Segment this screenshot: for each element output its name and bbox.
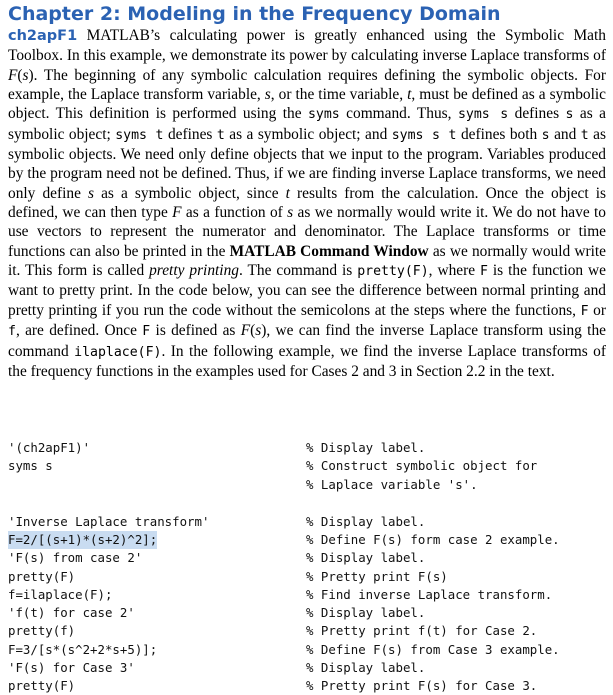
text-run: as a symbolic object, since [93,184,286,202]
text-run: as a symbolic object; and [224,125,392,143]
text-run: defines [508,105,566,123]
italic-math: s [255,322,262,340]
text-run: defines both [456,125,542,143]
text-run: . The command is [238,262,358,280]
code-comment: % Pretty print F(s) [306,568,448,584]
code-line [8,641,606,659]
text-run: or [588,301,606,319]
code-line [8,549,606,567]
code-comment: % Find inverse Laplace transform. [306,586,553,602]
text-run: ). The beginning of any symbolic calculation requires defining the symbolic objects. For example, the Laplace transform variable, [8,66,606,104]
inline-code: syms t [115,127,164,143]
inline-code: F [480,264,488,280]
code-line [8,622,606,640]
italic-math: pretty printing [149,262,239,280]
document-page [8,2,607,693]
body-paragraph [8,26,606,381]
inline-code: syms s [457,107,509,123]
inline-code: t [580,127,589,143]
inline-code: ilaplace(F) [74,344,162,360]
text-run: and [549,125,581,143]
code-comment: % Laplace variable 's'. [306,476,478,492]
code-comment: % Display label. [306,659,426,675]
text-run: as a symbolic object; [8,105,606,143]
text-run: is the function we want to pretty print. In the code below, you can see the difference between normal printing and pretty printing if you run the code without the semicolons at the steps where the functions, [8,262,607,319]
code-comment: % Pretty print F(s) for Case 3. [306,678,538,693]
code-text[interactable]: pretty(F) [8,568,76,584]
inline-code: pretty(F) [357,264,429,280]
code-text[interactable]: syms s [8,458,53,474]
code-text[interactable]: F=3/[s*(s^2+2*s+5)]; [8,641,158,657]
code-text[interactable]: 'F(s) for Case 3' [8,659,135,675]
problem-id: ch2apF1 [8,28,78,44]
italic-math: s [22,66,29,84]
italic-math: F [8,66,18,84]
code-comment: % Display label. [306,440,426,455]
code-text[interactable]: pretty(f) [8,623,76,639]
text-run: , where [428,262,480,280]
code-line [8,439,606,457]
inline-code: F [142,324,151,340]
italic-math: s [287,204,294,222]
inline-code: syms [307,107,340,123]
text-run: ( [250,322,256,340]
text-run: as we normally would write it. This form is called [8,242,606,280]
code-text[interactable]: 'F(s) from case 2' [8,550,143,566]
code-line [8,513,606,531]
code-text[interactable]: f=ilaplace(F); [8,586,113,602]
text-run: . In the following example, we find the inverse Laplace transforms of the frequency functions in the examples used for Cases 2 and 3 in Section 2.2 in the text. [8,342,606,380]
chapter-title: Chapter 2: Modeling in the Frequency Domain [8,3,501,25]
italic-math: t [285,184,290,202]
code-line [8,457,606,475]
inline-code: s [541,127,550,143]
text-run: as a function of [181,204,288,222]
italic-math: s [264,86,271,104]
code-line [8,604,606,622]
code-text[interactable]: '(ch2apF1)' [8,440,91,455]
code-line [8,476,606,494]
inline-code: s [565,107,574,123]
code-line [8,531,606,549]
text-run: , must be defined as a symbolic object. This definition is performed using the [8,86,607,123]
code-line [8,568,606,586]
text-run: defines [163,125,217,143]
italic-math: F [240,322,251,340]
text-run: command. Thus, [339,105,458,123]
code-comment: % Display label. [306,550,426,566]
selected-code-text[interactable]: F=2/[(s+1)*(s+2)^2]; [8,532,158,547]
code-line [8,586,606,604]
code-comment: % Construct symbolic object for [306,458,538,474]
italic-math: F [172,204,182,222]
code-comment: % Display label. [306,513,426,529]
text-run: results from the calculation. Once the object is defined, we can then type [8,184,606,222]
code-comment: % Display label. [306,605,426,620]
code-comment: % Define F(s) form case 2 example. [306,532,560,547]
code-text[interactable]: 'f(t) for case 2' [8,605,135,620]
text-run: ( [17,66,23,84]
text-run: as we normally would write it. We do not have to use vectors to represent the numerator and denominator. The Laplace transforms or time functions can also be printed in the [8,204,606,260]
bold-term: MATLAB Command Window [229,242,429,260]
code-line [8,677,606,695]
code-comment: % Pretty print f(t) for Case 2. [306,623,538,639]
code-comment: % Define F(s) from Case 3 example. [306,641,560,657]
text-run: , are defined. Once [15,322,143,340]
text-run: ), we can find the inverse Laplace transform using the command [8,322,606,360]
inline-code: syms s t [391,127,457,143]
inline-code: t [216,127,225,143]
text-run: MATLAB’s calculating power is greatly enhanced using the Symbolic Math Toolbox. In this example, we demonstrate its power by calculating inverse Laplace transforms of [8,27,606,65]
text-run: as symbolic objects. We need only define objects that we input to the program. Variables produced by the program need not be defined. Thus, if we are finding inverse Laplace transforms, we need only define [8,125,606,202]
code-text[interactable]: 'Inverse Laplace transform' [8,513,210,529]
code-line [8,659,606,677]
text-run: , or the time variable, [270,86,408,104]
text-run: is defined as [150,322,241,340]
italic-math: s [87,184,94,202]
italic-math: t [407,86,412,104]
inline-code: f [8,324,16,340]
inline-code: F [580,303,589,319]
code-text[interactable]: pretty(F) [8,678,76,693]
